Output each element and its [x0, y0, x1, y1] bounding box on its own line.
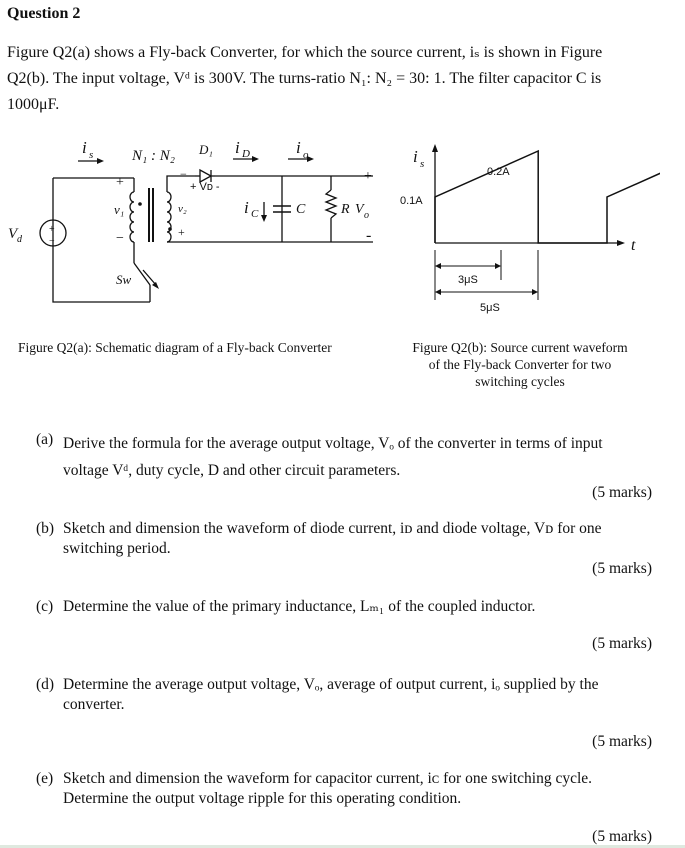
on-time-label: 3μS	[458, 274, 478, 286]
io-label: i	[296, 138, 301, 157]
v2-label: v₂	[178, 203, 187, 215]
resistor-label: R	[341, 202, 350, 217]
svg-text:+: +	[178, 225, 185, 239]
period-label: 5μS	[480, 302, 500, 314]
ic-label: i	[244, 198, 249, 217]
resistor-symbol	[326, 190, 336, 218]
flyback-schematic	[0, 130, 385, 320]
intro-line-3: 1000μF.	[7, 96, 60, 113]
svg-text:+: +	[49, 224, 55, 235]
question-b: (b) Sketch and dimension the waveform of diode current, iᴅ and diode voltage, Vᴅ for one switching period.	[36, 520, 602, 557]
iD-label: i	[235, 138, 240, 157]
question-e: (e) Sketch and dimension the waveform for capacitor current, iᴄ for one switching cycle. Determine the output voltage ripple for this operating condition.	[36, 770, 593, 807]
figure-b-caption: Figure Q2(b): Source current waveform of the Fly-back Converter for two switching cycles	[412, 340, 628, 389]
figure-a-caption: Figure Q2(a): Schematic diagram of a Fly-back Converter	[18, 340, 332, 355]
turns-ratio-label: N₁ : N₂	[132, 148, 175, 164]
svg-text:s: s	[420, 158, 425, 170]
high-current-label: 0.2A	[487, 166, 510, 178]
switch-label: Sw	[116, 272, 132, 287]
vd-label: + Vᴅ -	[190, 181, 220, 193]
svg-text:D: D	[242, 148, 250, 160]
svg-text:+: +	[116, 175, 124, 190]
intro-paragraph	[7, 40, 667, 118]
is-axis-label: i	[413, 147, 418, 166]
marks-e: (5 marks)	[592, 828, 652, 845]
question-title: Question 2	[7, 5, 81, 22]
svg-text:d: d	[17, 234, 22, 245]
diode-label: D₁	[199, 142, 213, 157]
secondary-coil	[167, 192, 171, 242]
intro-line-2: Q2(b). The input voltage, Vᵈ is 300V. The turns-ratio N₁: N₂ = 30: 1. The filter capacitor C is	[7, 70, 602, 87]
question-a: (a) Derive the formula for the average output voltage, Vₒ of the converter in terms of input voltage Vᵈ, duty cycle, D and other circuit parameters.	[36, 431, 603, 479]
primary-coil	[130, 192, 134, 242]
svg-text:o: o	[303, 149, 309, 161]
svg-text:C: C	[251, 208, 259, 220]
svg-text:−: −	[49, 236, 55, 247]
source-current-waveform	[395, 140, 660, 320]
capacitor-label: C	[296, 202, 306, 217]
vd-source-label: V	[8, 226, 18, 242]
svg-text:s: s	[89, 149, 94, 161]
svg-text:−: −	[180, 167, 187, 181]
v1-label: v₁	[114, 202, 125, 217]
waveform-line	[435, 151, 660, 243]
primary-left-wire	[53, 178, 150, 302]
svg-text:−: −	[116, 231, 124, 246]
intro-line-1: Figure Q2(a) shows a Fly-back Converter, for which the source current, iₛ is shown in Figure	[7, 44, 603, 61]
question-d: (d) Determine the average output voltage, Vₒ, average of output current, iₒ supplied by the converter.	[36, 676, 599, 713]
marks-d: (5 marks)	[592, 733, 652, 750]
question-c: (c) Determine the value of the primary inductance, Lₘ₁ of the coupled inductor.	[36, 598, 536, 615]
svg-text:o: o	[364, 210, 369, 221]
marks-a: (5 marks)	[592, 484, 652, 501]
marks-b: (5 marks)	[592, 560, 652, 577]
svg-text:+: +	[364, 169, 372, 184]
switch-blade	[134, 263, 150, 285]
vo-label: V	[355, 202, 364, 217]
marks-c: (5 marks)	[592, 635, 652, 652]
t-axis-label: t	[631, 237, 636, 254]
svg-text:-: -	[366, 227, 372, 244]
is-label: i	[82, 138, 87, 157]
low-current-label: 0.1A	[400, 195, 423, 207]
